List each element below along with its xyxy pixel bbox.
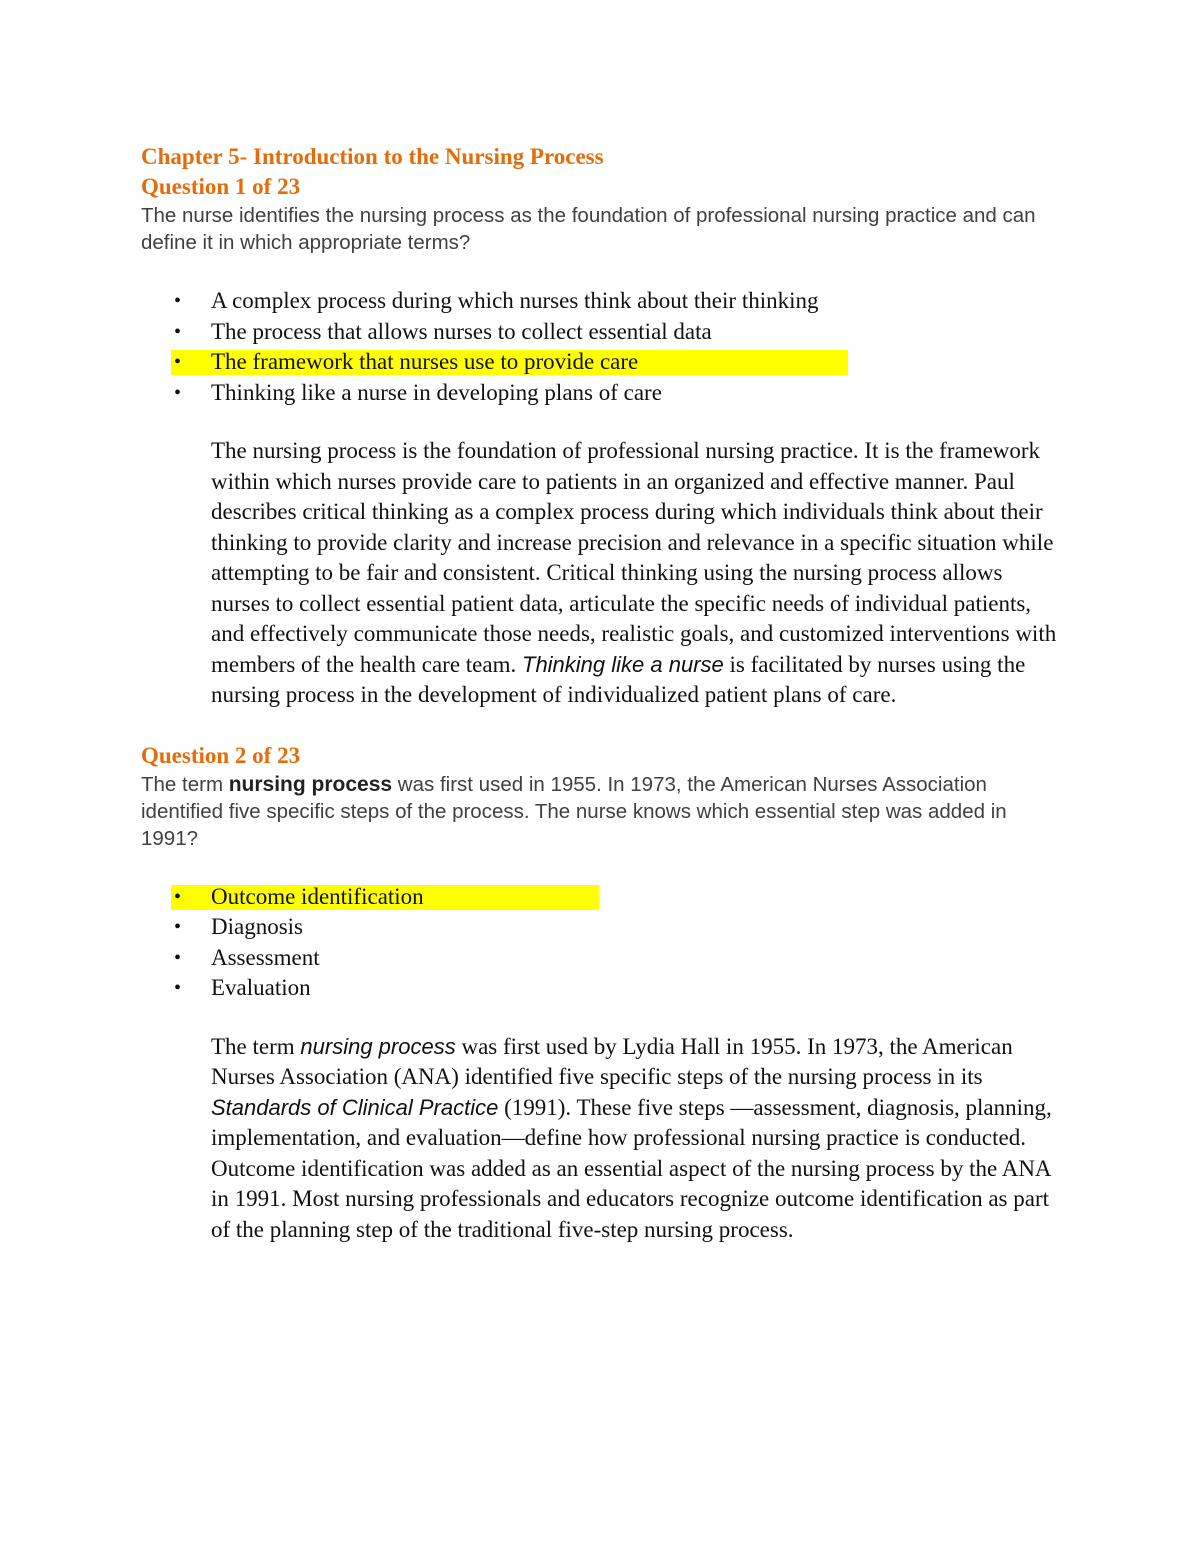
rationale-part: The term	[211, 1033, 301, 1059]
prompt-term: nursing process	[228, 772, 393, 796]
option-text: Assessment	[211, 944, 320, 970]
bullet-icon: •	[174, 381, 182, 404]
answer-option	[141, 973, 1061, 1004]
rationale-part: (1991). These five steps —assessment, diagnosis, planning, implementation, and evaluation—define how professional nursing practice is conducted. Outcome identification was added as an essential aspect of the nursing process by the ANA in 1991. Most nursing professionals and educators recognize outcome identification as part of the planning step of the traditional five-step nursing process.	[211, 1094, 1052, 1242]
rationale-emphasis: Thinking like a nurse	[522, 651, 724, 677]
answer-option	[141, 317, 1061, 348]
question-1	[141, 172, 1061, 711]
bullet-icon: •	[174, 320, 182, 343]
option-text: Diagnosis	[211, 914, 303, 939]
answer-options	[141, 882, 1061, 1004]
answer-option	[141, 943, 1061, 974]
option-text: Thinking like a nurse in developing plans of care	[211, 379, 662, 405]
answer-option	[141, 378, 1061, 409]
rationale-emphasis: Standards of Clinical Practice	[211, 1094, 499, 1120]
answer-option	[141, 286, 1061, 317]
option-text: Outcome identification	[211, 883, 424, 909]
question-prompt: The nurse identifies the nursing process as the foundation of professional nursing practice and can define it in which appropriate terms?	[141, 204, 1036, 254]
rationale-text	[211, 1032, 1061, 1246]
option-text: The framework that nurses use to provide care	[211, 349, 639, 374]
bullet-icon: •	[174, 916, 182, 938]
question-title: Question 1 of 23	[141, 174, 301, 199]
chapter-title: Chapter 5- Introduction to the Nursing Process	[141, 144, 604, 169]
question-2	[141, 741, 1061, 1246]
bullet-icon: •	[174, 946, 182, 969]
prompt-part: The term	[141, 772, 229, 796]
question-title: Question 2 of 23	[141, 742, 301, 768]
bullet-icon: •	[174, 977, 182, 999]
option-text: The process that allows nurses to collect essential data	[211, 318, 712, 344]
answer-option-correct	[141, 347, 1061, 378]
document-content	[141, 142, 1061, 1245]
rationale-emphasis: nursing process	[300, 1033, 456, 1059]
rationale-part: is facilitated by nurses using the nursing process in the development of individualized patient plans of care.	[211, 651, 1026, 707]
option-text: A complex process during which nurses think about their thinking	[211, 288, 819, 313]
answer-options	[141, 286, 1061, 408]
question-prompt	[141, 771, 1061, 852]
answer-option-correct	[141, 882, 1061, 913]
rationale-part: was first used by Lydia Hall in 1955. In 1973, the American Nurses Association (ANA) identified five specific steps of the nursing process in its	[211, 1033, 1013, 1089]
rationale-text	[211, 436, 1061, 711]
bullet-icon: •	[174, 290, 182, 312]
option-text: Evaluation	[211, 975, 311, 1000]
rationale-part: The nursing process is the foundation of professional nursing practice. It is the framework within which nurses provide care to patients in an organized and effective manner. Paul describes critical thinking as a complex process during which individuals think about their thinking to provide clarity and increase precision and relevance in a specific situation while attempting to be fair and consistent. Critical thinking using the nursing process allows nurses to collect essential patient data, articulate the specific needs of individual patients, and effectively communicate those needs, realistic goals, and customized interventions with members of the health care team.	[211, 438, 1057, 677]
answer-option	[141, 912, 1061, 943]
bullet-icon: •	[174, 885, 182, 908]
bullet-icon: •	[174, 351, 182, 373]
prompt-part: was first used in 1955. In 1973, the American Nurses Association identified five specific steps of the process. The nurse knows which essential step was added in 1991?	[141, 772, 1007, 850]
